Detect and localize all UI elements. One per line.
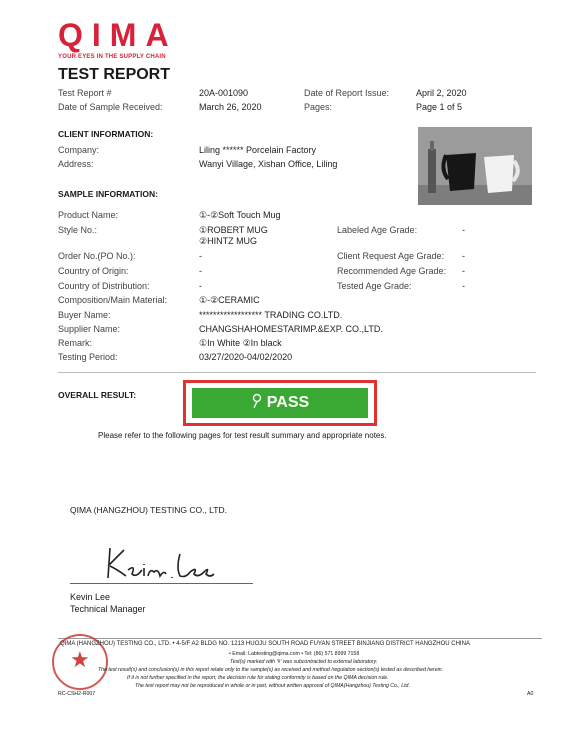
company-value: Liling ****** Porcelain Factory xyxy=(199,145,317,155)
qima-logo xyxy=(58,18,198,60)
footer-note: The test report may not be reproduced in whole or in part, without written approval of QIMA(Hangzhou) Testing Co., Ltd. xyxy=(135,683,410,689)
address-value: Wanyi Village, Xishan Office, Liling xyxy=(199,159,338,169)
client-heading: CLIENT INFORMATION: xyxy=(58,129,154,139)
footer-divider xyxy=(58,638,542,639)
sample-value: ①-②Soft Touch Mug xyxy=(199,210,281,220)
pass-highlight-box xyxy=(183,380,377,426)
pages-label: Pages: xyxy=(304,102,333,112)
sample-value: ①-②CERAMIC xyxy=(199,295,260,305)
sample-label: Style No.: xyxy=(58,225,98,235)
footer-note: The test result(s) and conclusion(s) in this report relate only to the sample(s) as received and method /regulation section(s) tested as described herein. xyxy=(98,667,444,673)
age-grade-label: Recommended Age Grade: xyxy=(337,266,447,276)
received-date: March 26, 2020 xyxy=(199,102,262,112)
pass-label: PASS xyxy=(266,394,310,411)
report-no-label: Test Report # xyxy=(58,88,112,98)
age-grade-label: Labeled Age Grade: xyxy=(337,225,418,235)
sample-label: Country of Origin: xyxy=(58,266,129,276)
sample-value-2: ②HINTZ MUG xyxy=(199,236,258,246)
age-grade-value: - xyxy=(462,251,465,261)
signatory-title: Technical Manager xyxy=(70,604,146,614)
age-grade-value: - xyxy=(462,281,465,291)
age-grade-label: Tested Age Grade: xyxy=(337,281,412,291)
sample-label: Supplier Name: xyxy=(58,324,121,334)
pin-icon xyxy=(251,393,263,414)
signature-line xyxy=(70,583,253,584)
issue-date: April 2, 2020 xyxy=(416,88,467,98)
issue-date-label: Date of Report Issue: xyxy=(304,88,390,98)
sample-label: Product Name: xyxy=(58,210,119,220)
logo-text: QIMA xyxy=(58,17,178,53)
pass-badge xyxy=(192,388,368,418)
divider xyxy=(58,372,536,373)
sample-value: ①In White ②In black xyxy=(199,338,282,348)
report-no: 20A-001090 xyxy=(199,88,249,98)
sample-value: ****************** TRADING CO.LTD. xyxy=(199,310,343,320)
age-grade-value: - xyxy=(462,225,465,235)
company-label: Company: xyxy=(58,145,100,155)
logo-tagline: YOUR EYES IN THE SUPPLY CHAIN xyxy=(58,54,166,60)
signatory-name: Kevin Lee xyxy=(70,592,111,602)
sample-photo xyxy=(418,127,532,205)
star-icon: ★ xyxy=(70,647,90,672)
footer-address: QIMA (HANGZHOU) TESTING CO., LTD. • 4-5/F A2 BLDG NO. 1213 HUOJU SOUTH ROAD FUYAN STREET BINJIANG DISTRICT HANGZHOU CHINA xyxy=(60,641,470,647)
signoff-company: QIMA (HANGZHOU) TESTING CO., LTD. xyxy=(70,505,227,515)
sample-label: Order No.(PO No.): xyxy=(58,251,136,261)
pages-value: Page 1 of 5 xyxy=(416,102,463,112)
overall-result-heading: OVERALL RESULT: xyxy=(58,390,137,400)
revision: A0 xyxy=(527,691,534,697)
sample-value: - xyxy=(199,251,202,261)
sample-label: Remark: xyxy=(58,338,93,348)
sample-label: Composition/Main Material: xyxy=(58,295,168,305)
page-title: TEST REPORT xyxy=(58,66,171,83)
sample-value: - xyxy=(199,266,202,276)
footer-note: Test(s) marked with '#' was subcontracted to external laboratory. xyxy=(230,659,378,665)
sample-heading: SAMPLE INFORMATION: xyxy=(58,189,158,199)
sample-value: ①ROBERT MUG xyxy=(199,225,268,235)
signatory xyxy=(70,591,146,615)
age-grade-value: - xyxy=(462,266,465,276)
sample-label: Country of Distribution: xyxy=(58,281,150,291)
sample-value: CHANGSHAHOMESTARIMP.&EXP. CO.,LTD. xyxy=(199,324,383,334)
doc-code: RC-CSH2-R007 xyxy=(58,691,96,697)
age-grade-label: Client Request Age Grade: xyxy=(337,251,445,261)
mugs-image xyxy=(418,127,532,205)
result-note: Please refer to the following pages for test result summary and appropriate notes. xyxy=(98,431,387,440)
sample-value: 03/27/2020-04/02/2020 xyxy=(199,352,293,362)
sample-value: - xyxy=(199,281,202,291)
received-label: Date of Sample Received: xyxy=(58,102,163,112)
footer-note: If it is not further specified in the report, the decision rule for stating conformity is based on the QIMA decision rule. xyxy=(127,675,389,681)
sample-label: Testing Period: xyxy=(58,352,118,362)
sample-label: Buyer Name: xyxy=(58,310,111,320)
address-label: Address: xyxy=(58,159,94,169)
footer-contact: • Email: Labtesting@qima.com • Tel: (86) 571 8999 7158 xyxy=(229,651,360,657)
